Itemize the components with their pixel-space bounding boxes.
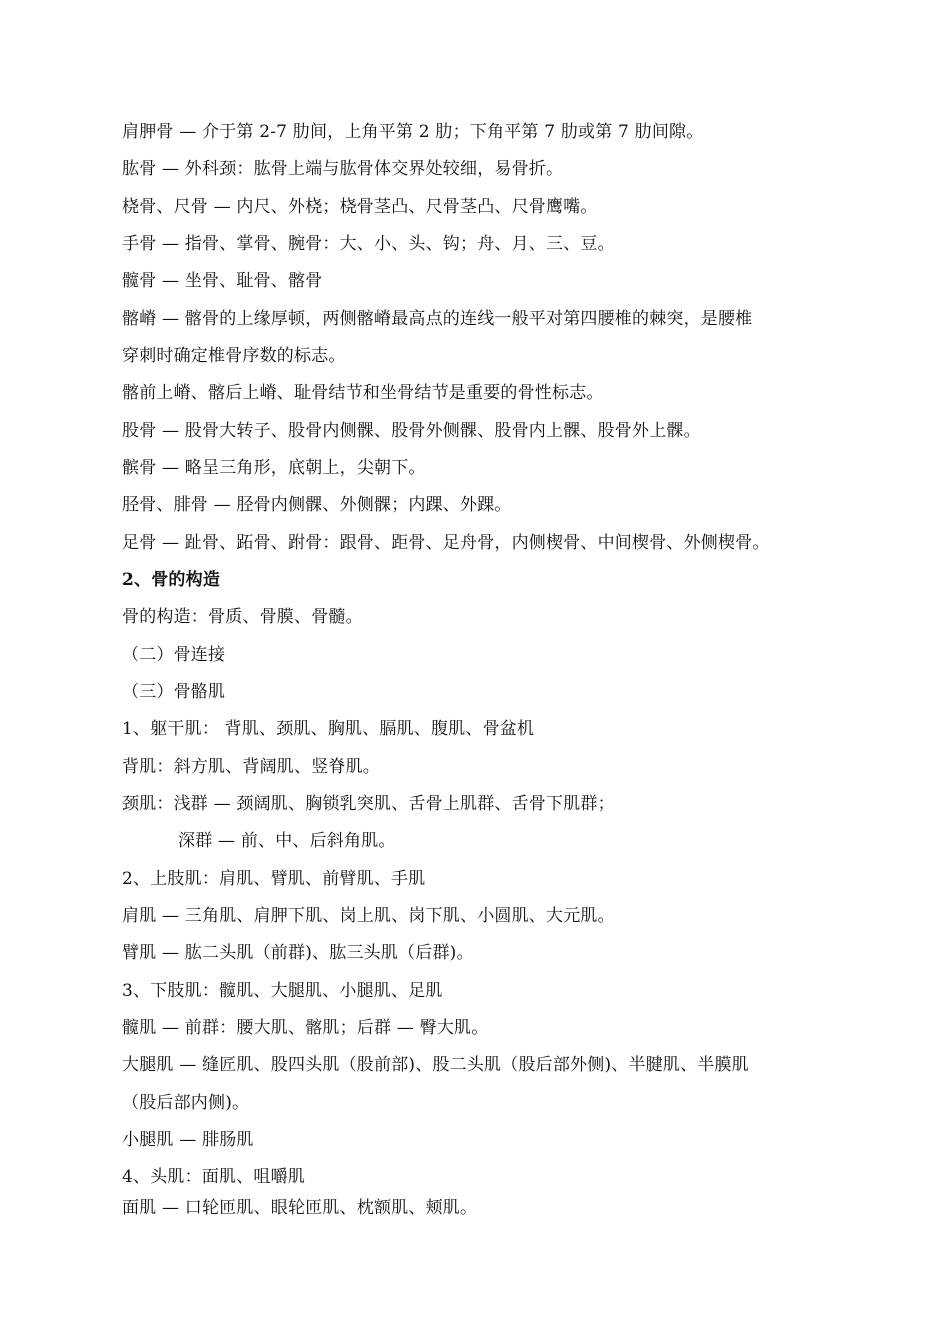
text-line-femur: 股骨 — 股骨大转子、股骨内侧髁、股骨外侧髁、股骨内上髁、股骨外上髁。 <box>122 421 701 441</box>
text-line-neck-deep: 深群 — 前、中、后斜角肌。 <box>178 831 396 851</box>
section-heading-joints: （二）骨连接 <box>122 645 226 665</box>
text-line-bone-structure: 骨的构造：骨质、骨膜、骨髓。 <box>122 607 363 627</box>
text-line-humerus: 肱骨 — 外科颈：肱骨上端与肱骨体交界处较细，易骨折。 <box>122 159 564 179</box>
section-heading-skeletal-muscle: （三）骨骼肌 <box>122 682 226 702</box>
text-line-trunk-muscles: 1、躯干肌： 背肌、颈肌、胸肌、膈肌、腹肌、骨盆机 <box>122 719 535 739</box>
text-line-shoulder-muscles: 肩肌 — 三角肌、肩胛下肌、岗上肌、岗下肌、小圆肌、大元肌。 <box>122 906 615 926</box>
text-line-lower-limb: 3、下肢肌：髋肌、大腿肌、小腿肌、足肌 <box>122 981 443 1001</box>
section-heading-bone-structure: 2、骨的构造 <box>122 570 221 590</box>
text-line-hip-bone: 髋骨 — 坐骨、耻骨、髂骨 <box>122 271 323 291</box>
text-line-foot-bones: 足骨 — 趾骨、跖骨、跗骨：跟骨、距骨、足舟骨，内侧楔骨、中间楔骨、外侧楔骨。 <box>122 533 770 553</box>
text-line-thigh-muscles-cont: （股后部内侧)。 <box>122 1093 250 1113</box>
text-line-back-muscles: 背肌：斜方肌、背阔肌、竖脊肌。 <box>122 757 380 777</box>
text-line-radius-ulna: 桡骨、尺骨 — 内尺、外桡；桡骨茎凸、尺骨茎凸、尺骨鹰嘴。 <box>122 197 598 217</box>
text-line-iliac-crest-cont: 穿刺时确定椎骨序数的标志。 <box>122 346 346 366</box>
text-line-patella: 髌骨 — 略呈三角形，底朝上，尖朝下。 <box>122 458 426 478</box>
text-line-neck-superficial: 颈肌：浅群 — 颈阔肌、胸锁乳突肌、舌骨上肌群、舌骨下肌群； <box>122 794 615 814</box>
text-line-iliac-crest: 髂嵴 — 髂骨的上缘厚顿，两侧髂嵴最高点的连线一般平对第四腰椎的棘突，是腰椎 <box>122 309 753 329</box>
text-line-head-muscles: 4、头肌：面肌、咀嚼肌 <box>122 1167 306 1187</box>
text-line-hand-bones: 手骨 — 指骨、掌骨、腕骨：大、小、头、钩；舟、月、三、豆。 <box>122 234 615 254</box>
text-line-upper-limb: 2、上肢肌：肩肌、臂肌、前臂肌、手肌 <box>122 869 426 889</box>
text-line-facial-muscles: 面肌 — 口轮匝肌、眼轮匝肌、枕额肌、颊肌。 <box>122 1198 478 1218</box>
text-line-bony-landmarks: 髂前上嵴、髂后上嵴、耻骨结节和坐骨结节是重要的骨性标志。 <box>122 383 604 403</box>
text-line-hip-muscles: 髋肌 — 前群：腰大肌、髂肌；后群 — 臀大肌。 <box>122 1018 489 1038</box>
text-line-arm-muscles: 臂肌 — 肱二头肌（前群)、肱三头肌（后群)。 <box>122 943 474 963</box>
text-line-tibia-fibula: 胫骨、腓骨 — 胫骨内侧髁、外侧髁；内踝、外踝。 <box>122 495 512 515</box>
text-line-calf-muscles: 小腿肌 — 腓肠肌 <box>122 1130 254 1150</box>
text-line-scapula: 肩胛骨 — 介于第 2-7 肋间，上角平第 2 肋；下角平第 7 肋或第 7 肋间隙。 <box>122 122 704 142</box>
text-line-thigh-muscles: 大腿肌 — 缝匠肌、股四头肌（股前部)、股二头肌（股后部外侧)、半腱肌、半膜肌 <box>122 1055 749 1075</box>
